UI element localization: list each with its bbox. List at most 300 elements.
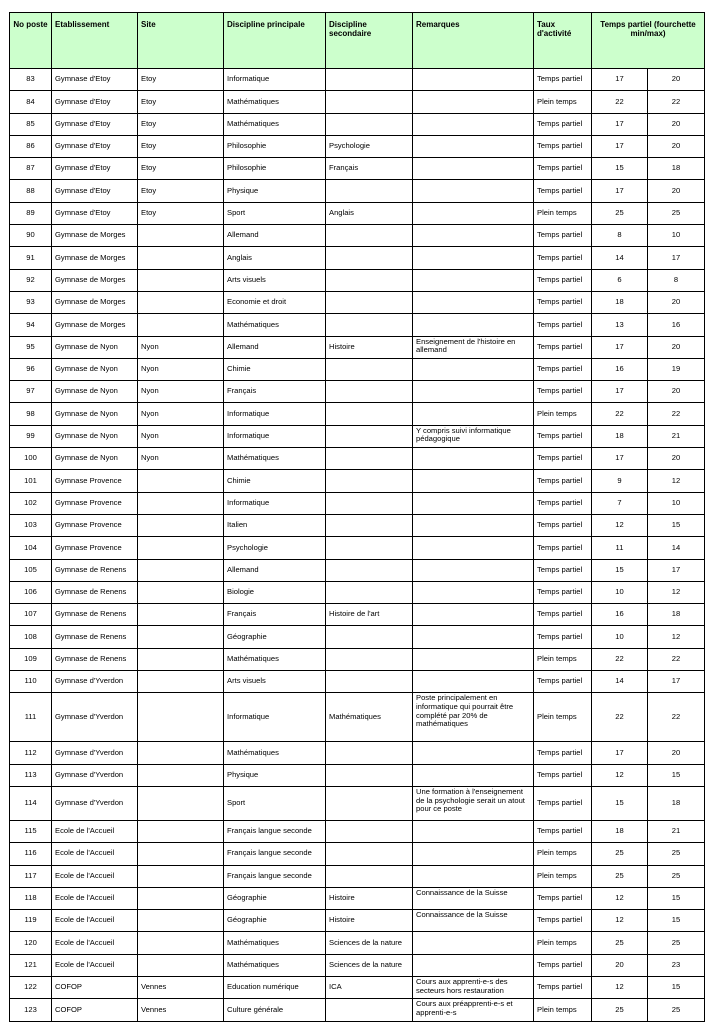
cell-site bbox=[138, 820, 224, 842]
cell-no-poste: 86 bbox=[10, 135, 52, 157]
cell-no-poste: 105 bbox=[10, 559, 52, 581]
table-row bbox=[10, 954, 705, 976]
cell-site: Etoy bbox=[138, 91, 224, 113]
table-row bbox=[10, 314, 705, 336]
cell-discipline-secondaire bbox=[326, 492, 413, 514]
cell-remarques bbox=[413, 604, 534, 626]
cell-discipline-secondaire bbox=[326, 425, 413, 447]
cell-etablissement: Gymnase d'Yverdon bbox=[52, 786, 138, 820]
cell-discipline-principale: Anglais bbox=[224, 247, 326, 269]
cell-remarques bbox=[413, 158, 534, 180]
cell-remarques: Cours aux apprenti-e-s des secteurs hors restauration bbox=[413, 976, 534, 998]
cell-taux-activite: Plein temps bbox=[534, 865, 592, 887]
cell-remarques bbox=[413, 865, 534, 887]
cell-site bbox=[138, 314, 224, 336]
cell-remarques: Cours aux préapprenti-e-s et apprenti-e-s bbox=[413, 999, 534, 1021]
cell-taux-activite: Temps partiel bbox=[534, 581, 592, 603]
cell-site: Vennes bbox=[138, 976, 224, 998]
cell-no-poste: 84 bbox=[10, 91, 52, 113]
cell-discipline-principale: Mathématiques bbox=[224, 314, 326, 336]
cell-discipline-secondaire bbox=[326, 180, 413, 202]
cell-no-poste: 106 bbox=[10, 581, 52, 603]
cell-temps-max: 25 bbox=[648, 843, 705, 865]
cell-discipline-principale: Mathématiques bbox=[224, 113, 326, 135]
cell-etablissement: Ecole de l'Accueil bbox=[52, 820, 138, 842]
cell-etablissement: Ecole de l'Accueil bbox=[52, 954, 138, 976]
cell-taux-activite: Temps partiel bbox=[534, 976, 592, 998]
cell-etablissement: Gymnase de Renens bbox=[52, 559, 138, 581]
cell-no-poste: 123 bbox=[10, 999, 52, 1021]
cell-remarques bbox=[413, 648, 534, 670]
table-row bbox=[10, 425, 705, 447]
cell-no-poste: 109 bbox=[10, 648, 52, 670]
cell-remarques: Connaissance de la Suisse bbox=[413, 910, 534, 932]
cell-temps-min: 15 bbox=[592, 158, 648, 180]
cell-temps-max: 22 bbox=[648, 693, 705, 742]
cell-taux-activite: Plein temps bbox=[534, 202, 592, 224]
cell-etablissement: Ecole de l'Accueil bbox=[52, 887, 138, 909]
cell-temps-min: 25 bbox=[592, 865, 648, 887]
table-row bbox=[10, 843, 705, 865]
cell-discipline-principale: Psychologie bbox=[224, 537, 326, 559]
cell-no-poste: 110 bbox=[10, 671, 52, 693]
cell-no-poste: 96 bbox=[10, 358, 52, 380]
cell-no-poste: 103 bbox=[10, 514, 52, 536]
table-row bbox=[10, 865, 705, 887]
cell-taux-activite: Plein temps bbox=[534, 648, 592, 670]
cell-taux-activite: Temps partiel bbox=[534, 742, 592, 764]
cell-temps-max: 22 bbox=[648, 403, 705, 425]
cell-remarques bbox=[413, 581, 534, 603]
cell-discipline-secondaire: Psychologie bbox=[326, 135, 413, 157]
cell-temps-min: 22 bbox=[592, 403, 648, 425]
cell-etablissement: Gymnase de Morges bbox=[52, 314, 138, 336]
cell-no-poste: 117 bbox=[10, 865, 52, 887]
cell-etablissement: Gymnase de Renens bbox=[52, 626, 138, 648]
table-row bbox=[10, 559, 705, 581]
cell-remarques bbox=[413, 492, 534, 514]
cell-etablissement: Gymnase de Renens bbox=[52, 604, 138, 626]
cell-site bbox=[138, 693, 224, 742]
cell-no-poste: 95 bbox=[10, 336, 52, 358]
cell-taux-activite: Plein temps bbox=[534, 693, 592, 742]
cell-etablissement: Gymnase d'Etoy bbox=[52, 180, 138, 202]
cell-discipline-secondaire bbox=[326, 648, 413, 670]
cell-discipline-secondaire: ICA bbox=[326, 976, 413, 998]
cell-discipline-principale: Allemand bbox=[224, 336, 326, 358]
cell-discipline-secondaire bbox=[326, 381, 413, 403]
cell-site bbox=[138, 559, 224, 581]
job-postings-table bbox=[9, 12, 705, 1022]
cell-etablissement: Gymnase Provence bbox=[52, 470, 138, 492]
cell-site: Nyon bbox=[138, 336, 224, 358]
cell-temps-min: 10 bbox=[592, 581, 648, 603]
header-remarques: Remarques bbox=[413, 13, 534, 69]
cell-no-poste: 97 bbox=[10, 381, 52, 403]
cell-site: Etoy bbox=[138, 180, 224, 202]
table-row bbox=[10, 626, 705, 648]
cell-remarques bbox=[413, 764, 534, 786]
cell-remarques: Connaissance de la Suisse bbox=[413, 887, 534, 909]
cell-temps-max: 15 bbox=[648, 976, 705, 998]
cell-discipline-secondaire bbox=[326, 91, 413, 113]
cell-discipline-principale: Allemand bbox=[224, 225, 326, 247]
cell-discipline-principale: Biologie bbox=[224, 581, 326, 603]
cell-etablissement: Gymnase de Nyon bbox=[52, 448, 138, 470]
cell-etablissement: Gymnase Provence bbox=[52, 492, 138, 514]
cell-etablissement: Gymnase de Morges bbox=[52, 269, 138, 291]
table-row bbox=[10, 113, 705, 135]
cell-temps-min: 12 bbox=[592, 764, 648, 786]
cell-discipline-secondaire bbox=[326, 403, 413, 425]
cell-discipline-secondaire bbox=[326, 820, 413, 842]
cell-temps-max: 15 bbox=[648, 910, 705, 932]
cell-temps-min: 16 bbox=[592, 358, 648, 380]
cell-discipline-principale: Géographie bbox=[224, 910, 326, 932]
cell-discipline-principale: Economie et droit bbox=[224, 291, 326, 313]
cell-discipline-principale: Français langue seconde bbox=[224, 843, 326, 865]
cell-remarques bbox=[413, 514, 534, 536]
cell-discipline-principale: Mathématiques bbox=[224, 91, 326, 113]
table-row bbox=[10, 742, 705, 764]
cell-discipline-secondaire bbox=[326, 514, 413, 536]
cell-temps-max: 16 bbox=[648, 314, 705, 336]
cell-etablissement: Gymnase d'Yverdon bbox=[52, 764, 138, 786]
cell-remarques bbox=[413, 69, 534, 91]
cell-discipline-secondaire bbox=[326, 786, 413, 820]
cell-etablissement: Ecole de l'Accueil bbox=[52, 865, 138, 887]
cell-temps-min: 15 bbox=[592, 559, 648, 581]
cell-taux-activite: Temps partiel bbox=[534, 381, 592, 403]
cell-discipline-secondaire: Histoire bbox=[326, 910, 413, 932]
cell-discipline-principale: Sport bbox=[224, 786, 326, 820]
cell-taux-activite: Temps partiel bbox=[534, 336, 592, 358]
header-taux-activite: Taux d'activité bbox=[534, 13, 592, 69]
cell-site bbox=[138, 764, 224, 786]
cell-temps-min: 25 bbox=[592, 999, 648, 1021]
cell-etablissement: Gymnase d'Etoy bbox=[52, 91, 138, 113]
table-row bbox=[10, 492, 705, 514]
cell-temps-min: 17 bbox=[592, 113, 648, 135]
table-row bbox=[10, 999, 705, 1021]
cell-site: Etoy bbox=[138, 135, 224, 157]
cell-no-poste: 83 bbox=[10, 69, 52, 91]
cell-discipline-secondaire bbox=[326, 999, 413, 1021]
cell-temps-min: 20 bbox=[592, 954, 648, 976]
cell-etablissement: COFOP bbox=[52, 999, 138, 1021]
cell-no-poste: 107 bbox=[10, 604, 52, 626]
cell-remarques bbox=[413, 403, 534, 425]
cell-temps-max: 12 bbox=[648, 581, 705, 603]
cell-no-poste: 101 bbox=[10, 470, 52, 492]
cell-remarques bbox=[413, 537, 534, 559]
cell-discipline-principale: Arts visuels bbox=[224, 671, 326, 693]
cell-taux-activite: Temps partiel bbox=[534, 225, 592, 247]
cell-remarques bbox=[413, 559, 534, 581]
cell-taux-activite: Plein temps bbox=[534, 403, 592, 425]
table-row bbox=[10, 581, 705, 603]
cell-temps-min: 22 bbox=[592, 693, 648, 742]
table-row bbox=[10, 604, 705, 626]
cell-taux-activite: Plein temps bbox=[534, 999, 592, 1021]
cell-temps-max: 25 bbox=[648, 932, 705, 954]
header-no-poste: No poste bbox=[10, 13, 52, 69]
cell-temps-min: 7 bbox=[592, 492, 648, 514]
cell-etablissement: Gymnase Provence bbox=[52, 514, 138, 536]
cell-no-poste: 90 bbox=[10, 225, 52, 247]
cell-discipline-secondaire bbox=[326, 671, 413, 693]
cell-site bbox=[138, 537, 224, 559]
table-row bbox=[10, 403, 705, 425]
cell-site: Vennes bbox=[138, 999, 224, 1021]
table-row bbox=[10, 671, 705, 693]
cell-discipline-principale: Physique bbox=[224, 764, 326, 786]
table-row bbox=[10, 887, 705, 909]
cell-discipline-principale: Philosophie bbox=[224, 158, 326, 180]
cell-taux-activite: Temps partiel bbox=[534, 470, 592, 492]
cell-no-poste: 119 bbox=[10, 910, 52, 932]
cell-etablissement: Gymnase de Renens bbox=[52, 581, 138, 603]
cell-no-poste: 122 bbox=[10, 976, 52, 998]
cell-temps-min: 11 bbox=[592, 537, 648, 559]
cell-temps-min: 17 bbox=[592, 135, 648, 157]
cell-temps-max: 25 bbox=[648, 865, 705, 887]
cell-taux-activite: Temps partiel bbox=[534, 910, 592, 932]
table-row bbox=[10, 91, 705, 113]
cell-taux-activite: Temps partiel bbox=[534, 291, 592, 313]
cell-temps-max: 18 bbox=[648, 786, 705, 820]
cell-discipline-principale: Mathématiques bbox=[224, 954, 326, 976]
cell-site: Etoy bbox=[138, 202, 224, 224]
cell-discipline-principale: Allemand bbox=[224, 559, 326, 581]
cell-discipline-principale: Physique bbox=[224, 180, 326, 202]
cell-no-poste: 98 bbox=[10, 403, 52, 425]
cell-no-poste: 111 bbox=[10, 693, 52, 742]
header-site: Site bbox=[138, 13, 224, 69]
cell-etablissement: Gymnase d'Etoy bbox=[52, 202, 138, 224]
cell-remarques: Une formation à l'enseignement de la psychologie serait un atout pour ce poste bbox=[413, 786, 534, 820]
cell-temps-min: 17 bbox=[592, 381, 648, 403]
cell-site bbox=[138, 910, 224, 932]
table-row bbox=[10, 932, 705, 954]
cell-site bbox=[138, 269, 224, 291]
cell-discipline-principale: Informatique bbox=[224, 403, 326, 425]
cell-discipline-principale: Sport bbox=[224, 202, 326, 224]
cell-temps-max: 14 bbox=[648, 537, 705, 559]
cell-discipline-principale: Français bbox=[224, 381, 326, 403]
cell-no-poste: 91 bbox=[10, 247, 52, 269]
cell-no-poste: 92 bbox=[10, 269, 52, 291]
table-row bbox=[10, 225, 705, 247]
cell-discipline-principale: Informatique bbox=[224, 69, 326, 91]
cell-discipline-secondaire bbox=[326, 559, 413, 581]
cell-temps-min: 16 bbox=[592, 604, 648, 626]
cell-no-poste: 112 bbox=[10, 742, 52, 764]
cell-temps-min: 25 bbox=[592, 202, 648, 224]
cell-temps-min: 18 bbox=[592, 425, 648, 447]
cell-temps-min: 25 bbox=[592, 843, 648, 865]
cell-etablissement: Gymnase de Nyon bbox=[52, 381, 138, 403]
header-temps-partiel: Temps partiel (fourchette min/max) bbox=[592, 13, 705, 69]
cell-no-poste: 118 bbox=[10, 887, 52, 909]
table-row bbox=[10, 976, 705, 998]
cell-remarques bbox=[413, 291, 534, 313]
cell-taux-activite: Temps partiel bbox=[534, 448, 592, 470]
table-row bbox=[10, 648, 705, 670]
cell-no-poste: 100 bbox=[10, 448, 52, 470]
cell-site bbox=[138, 291, 224, 313]
cell-temps-min: 13 bbox=[592, 314, 648, 336]
job-postings-sheet bbox=[9, 12, 704, 1022]
cell-discipline-secondaire bbox=[326, 247, 413, 269]
cell-etablissement: Gymnase de Nyon bbox=[52, 403, 138, 425]
cell-etablissement: Ecole de l'Accueil bbox=[52, 932, 138, 954]
cell-temps-max: 17 bbox=[648, 559, 705, 581]
cell-site bbox=[138, 225, 224, 247]
cell-remarques bbox=[413, 742, 534, 764]
cell-remarques bbox=[413, 954, 534, 976]
cell-temps-min: 17 bbox=[592, 336, 648, 358]
cell-discipline-secondaire bbox=[326, 537, 413, 559]
cell-temps-min: 18 bbox=[592, 820, 648, 842]
cell-discipline-principale: Mathématiques bbox=[224, 648, 326, 670]
cell-temps-min: 9 bbox=[592, 470, 648, 492]
cell-temps-min: 12 bbox=[592, 910, 648, 932]
cell-etablissement: Gymnase d'Yverdon bbox=[52, 742, 138, 764]
header-etablissement: Etablissement bbox=[52, 13, 138, 69]
table-header-row bbox=[10, 13, 705, 69]
cell-discipline-secondaire bbox=[326, 865, 413, 887]
cell-discipline-principale: Mathématiques bbox=[224, 742, 326, 764]
cell-remarques bbox=[413, 470, 534, 492]
cell-taux-activite: Temps partiel bbox=[534, 764, 592, 786]
cell-etablissement: Gymnase de Renens bbox=[52, 648, 138, 670]
cell-no-poste: 99 bbox=[10, 425, 52, 447]
table-row bbox=[10, 537, 705, 559]
cell-remarques bbox=[413, 225, 534, 247]
cell-temps-min: 17 bbox=[592, 69, 648, 91]
table-row bbox=[10, 336, 705, 358]
cell-temps-min: 17 bbox=[592, 180, 648, 202]
cell-discipline-secondaire bbox=[326, 314, 413, 336]
cell-discipline-principale: Education numérique bbox=[224, 976, 326, 998]
cell-temps-max: 25 bbox=[648, 202, 705, 224]
cell-site bbox=[138, 247, 224, 269]
table-row bbox=[10, 820, 705, 842]
cell-discipline-principale: Géographie bbox=[224, 887, 326, 909]
cell-taux-activite: Plein temps bbox=[534, 843, 592, 865]
cell-temps-min: 18 bbox=[592, 291, 648, 313]
cell-temps-max: 23 bbox=[648, 954, 705, 976]
cell-no-poste: 94 bbox=[10, 314, 52, 336]
cell-discipline-secondaire bbox=[326, 626, 413, 648]
cell-etablissement: Gymnase d'Yverdon bbox=[52, 693, 138, 742]
table-row bbox=[10, 202, 705, 224]
cell-taux-activite: Temps partiel bbox=[534, 887, 592, 909]
cell-no-poste: 115 bbox=[10, 820, 52, 842]
cell-discipline-secondaire bbox=[326, 764, 413, 786]
cell-discipline-principale: Informatique bbox=[224, 492, 326, 514]
cell-no-poste: 87 bbox=[10, 158, 52, 180]
cell-taux-activite: Temps partiel bbox=[534, 954, 592, 976]
cell-taux-activite: Temps partiel bbox=[534, 314, 592, 336]
cell-discipline-secondaire bbox=[326, 470, 413, 492]
cell-temps-min: 12 bbox=[592, 887, 648, 909]
cell-etablissement: Ecole de l'Accueil bbox=[52, 910, 138, 932]
cell-remarques bbox=[413, 113, 534, 135]
cell-etablissement: Gymnase de Nyon bbox=[52, 425, 138, 447]
cell-no-poste: 113 bbox=[10, 764, 52, 786]
cell-taux-activite: Temps partiel bbox=[534, 247, 592, 269]
cell-discipline-principale: Français langue seconde bbox=[224, 865, 326, 887]
cell-discipline-secondaire bbox=[326, 225, 413, 247]
cell-temps-min: 8 bbox=[592, 225, 648, 247]
cell-temps-max: 20 bbox=[648, 381, 705, 403]
cell-site bbox=[138, 932, 224, 954]
table-row bbox=[10, 269, 705, 291]
cell-discipline-principale: Arts visuels bbox=[224, 269, 326, 291]
cell-discipline-secondaire bbox=[326, 742, 413, 764]
cell-remarques bbox=[413, 626, 534, 648]
table-row bbox=[10, 135, 705, 157]
cell-temps-max: 20 bbox=[648, 336, 705, 358]
cell-no-poste: 104 bbox=[10, 537, 52, 559]
cell-discipline-principale: Chimie bbox=[224, 470, 326, 492]
cell-remarques bbox=[413, 180, 534, 202]
cell-discipline-principale: Mathématiques bbox=[224, 448, 326, 470]
cell-temps-max: 25 bbox=[648, 999, 705, 1021]
cell-temps-max: 21 bbox=[648, 820, 705, 842]
cell-temps-max: 15 bbox=[648, 887, 705, 909]
cell-temps-min: 22 bbox=[592, 91, 648, 113]
cell-taux-activite: Temps partiel bbox=[534, 820, 592, 842]
cell-site: Etoy bbox=[138, 158, 224, 180]
cell-discipline-secondaire bbox=[326, 291, 413, 313]
table-row bbox=[10, 291, 705, 313]
cell-remarques bbox=[413, 135, 534, 157]
cell-no-poste: 108 bbox=[10, 626, 52, 648]
table-body bbox=[10, 69, 705, 1022]
cell-discipline-secondaire bbox=[326, 113, 413, 135]
cell-discipline-secondaire bbox=[326, 448, 413, 470]
cell-site bbox=[138, 786, 224, 820]
cell-etablissement: Gymnase de Nyon bbox=[52, 336, 138, 358]
cell-etablissement: Gymnase de Nyon bbox=[52, 358, 138, 380]
cell-temps-min: 12 bbox=[592, 976, 648, 998]
cell-etablissement: Gymnase d'Etoy bbox=[52, 135, 138, 157]
cell-etablissement: Gymnase d'Yverdon bbox=[52, 671, 138, 693]
cell-temps-min: 17 bbox=[592, 742, 648, 764]
cell-site bbox=[138, 843, 224, 865]
cell-discipline-principale: Informatique bbox=[224, 425, 326, 447]
cell-temps-min: 10 bbox=[592, 626, 648, 648]
cell-taux-activite: Temps partiel bbox=[534, 358, 592, 380]
cell-temps-max: 12 bbox=[648, 470, 705, 492]
cell-temps-max: 20 bbox=[648, 180, 705, 202]
cell-taux-activite: Temps partiel bbox=[534, 626, 592, 648]
cell-temps-max: 10 bbox=[648, 225, 705, 247]
table-row bbox=[10, 693, 705, 742]
cell-taux-activite: Temps partiel bbox=[534, 425, 592, 447]
cell-temps-max: 15 bbox=[648, 514, 705, 536]
cell-site: Nyon bbox=[138, 448, 224, 470]
cell-discipline-secondaire: Français bbox=[326, 158, 413, 180]
cell-taux-activite: Plein temps bbox=[534, 91, 592, 113]
cell-temps-min: 14 bbox=[592, 247, 648, 269]
cell-remarques bbox=[413, 269, 534, 291]
cell-taux-activite: Temps partiel bbox=[534, 158, 592, 180]
cell-remarques: Poste principalement en informatique qui pourrait être complété par 20% de mathématiques bbox=[413, 693, 534, 742]
